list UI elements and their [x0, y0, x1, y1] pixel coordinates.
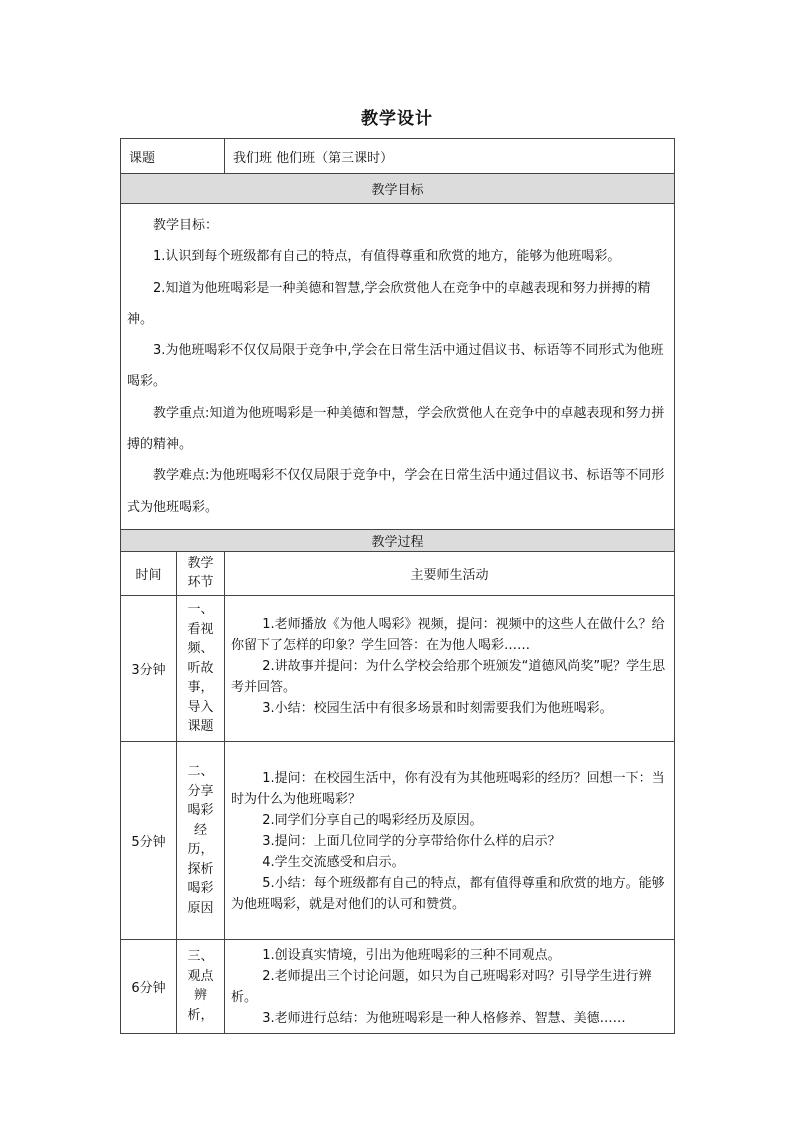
row-time: 3分钟: [121, 595, 177, 741]
objectives-paragraph: 1.认识到每个班级都有自己的特点，有值得尊重和欣赏的地方，能够为他班喝彩。: [153, 249, 621, 265]
row-activities: [225, 595, 675, 741]
objectives-body: [121, 204, 675, 530]
row-time: 5分钟: [121, 741, 177, 939]
objectives-paragraph: 3.为他班喝彩不仅仅局限于竞争中,学会在日常生活中通过倡议书、标语等不同形式为他班喝彩。: [127, 343, 664, 390]
row-activities: [225, 939, 675, 1033]
activity-item: 5.小结：每个班级都有自己的特点，都有值得尊重和欣赏的地方。能够为他班喝彩，就是对他们的认可和赞赏。: [231, 875, 665, 912]
objectives-heading-row: [121, 174, 675, 204]
activity-item: 1.老师播放《为他人喝彩》视频，提问：视频中的这些人在做什么？给你留下了怎样的印象？学生回答：在为他人喝彩……: [231, 616, 665, 653]
lesson-label: 课题: [121, 139, 225, 174]
time-column-header: 时间: [121, 551, 177, 595]
activity-item: 2.同学们分享自己的喝彩经历及原因。: [262, 812, 483, 828]
row-stage: 三、 观点 辨 析，: [177, 939, 225, 1033]
activity-item: 3.提问：上面几位同学的分享带给你什么样的启示？: [262, 833, 561, 849]
process-heading-row: [121, 529, 675, 551]
difficulty-paragraph: 教学难点:为他班喝彩不仅仅局限于竞争中，学会在日常生活中通过倡议书、标语等不同形式为他班喝彩。: [127, 468, 665, 515]
process-heading: 教学过程: [121, 529, 675, 551]
table-row: [121, 741, 675, 939]
document-title: 教学设计: [361, 109, 433, 129]
row-stage: 二、 分享 喝彩 经 历， 探析 喝彩 原因: [177, 741, 225, 939]
activity-item: 2.老师提出三个讨论问题，如只为自己班喝彩对吗？引导学生进行辨析。: [231, 968, 652, 1005]
table-row: [121, 595, 675, 741]
activity-item: 3.老师进行总结：为他班喝彩是一种人格修养、智慧、美德……: [262, 1010, 626, 1026]
table-row: [121, 939, 675, 1033]
row-time: 6分钟: [121, 939, 177, 1033]
activity-column-header: 主要师生活动: [225, 551, 675, 595]
row-activities: [225, 741, 675, 939]
stage-column-header: 教学 环节: [177, 551, 225, 595]
activity-item: 1.创设真实情境，引出为他班喝彩的三种不同观点。: [262, 947, 561, 963]
activity-item: 3.小结：校园生活中有很多场景和时刻需要我们为他班喝彩。: [262, 700, 613, 716]
lesson-value: 我们班 他们班（第三课时）: [225, 139, 675, 174]
row-stage: 一、 看视 频、 听故 事， 导入 课题: [177, 595, 225, 741]
lesson-plan-table: [120, 138, 675, 1034]
objectives-paragraph: 教学目标：: [153, 218, 219, 233]
objectives-paragraph: 2.知道为他班喝彩是一种美德和智慧,学会欣赏他人在竞争中的卓越表现和努力拼搏的精神。: [127, 280, 651, 327]
objectives-heading: 教学目标: [121, 174, 675, 204]
lesson-row: [121, 139, 675, 174]
process-header-row: [121, 551, 675, 595]
activity-item: 1.提问：在校园生活中，你有没有为其他班喝彩的经历？回想一下：当时为什么为他班喝彩？: [231, 770, 665, 807]
activity-item: 4.学生交流感受和启示。: [262, 854, 405, 870]
objectives-row: [121, 204, 675, 530]
activity-item: 2.讲故事并提问：为什么学校会给那个班颁发“道德风尚奖”呢？学生思考并回答。: [231, 658, 666, 695]
key-point-paragraph: 教学重点:知道为他班喝彩是一种美德和智慧，学会欣赏他人在竞争中的卓越表现和努力拼搏的精神。: [127, 405, 665, 453]
